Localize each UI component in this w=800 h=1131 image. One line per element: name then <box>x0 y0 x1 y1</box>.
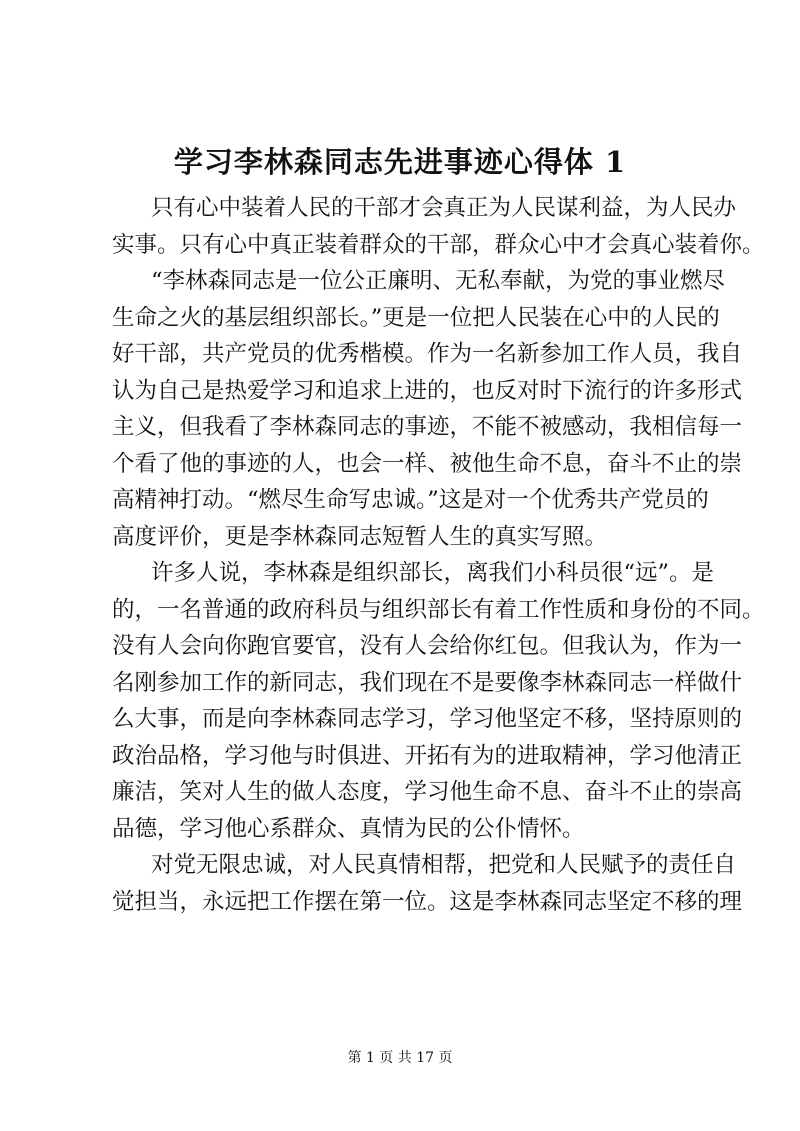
paragraph-line: 许多人说，李林森是组织部长，离我们小科员很“远”。是 <box>151 560 715 586</box>
paragraph-line: 政治品格，学习他与时俱进、开拓有为的进取精神，学习他清正 <box>112 742 743 769</box>
paragraph-line: 没有人会向你跑官要官，没有人会给你红包。但我认为，作为一 <box>112 633 743 659</box>
paragraph-line: 高精神打动。“燃尽生命写忠诚。”这是对一个优秀共产党员的 <box>112 487 709 513</box>
paragraph-line: 么大事，而是向李林森同志学习，学习他坚定不移，坚持原则的 <box>112 706 743 732</box>
paragraph-line: 的，一名普通的政府科员与组织部长有着工作性质和身份的不同。 <box>112 596 765 623</box>
paragraph-line: 觉担当，永远把工作摆在第一位。这是李林森同志坚定不移的理 <box>112 888 743 915</box>
paragraph-line: 实事。只有心中真正装着群众的干部，群众心中才会真心装着你。 <box>112 231 765 258</box>
paragraph-line: 对党无限忠诚，对人民真情相帮，把党和人民赋予的责任自 <box>151 852 737 878</box>
paragraph-line: 好干部，共产党员的优秀楷模。作为一名新参加工作人员，我自 <box>112 341 743 367</box>
page-number-footer: 第 1 页 共 17 页 <box>347 1050 453 1066</box>
paragraph-line: 廉洁，笑对人生的做人态度，学习他生命不息、奋斗不止的崇高 <box>112 779 743 805</box>
document-title: 学习李林森同志先进事迹心得体 1 <box>173 145 627 179</box>
paragraph-line: 主义，但我看了李林森同志的事迹，不能不被感动，我相信每一 <box>112 414 743 440</box>
paragraph-line: “李林森同志是一位公正廉明、无私奉献，为党的事业燃尽 <box>151 268 726 294</box>
paragraph-line: 生命之火的基层组织部长。”更是一位把人民装在心中的人民的 <box>112 304 720 331</box>
paragraph-line: 高度评价，更是李林森同志短暂人生的真实写照。 <box>112 523 608 550</box>
paragraph-line: 只有心中装着人民的干部才会真正为人民谋利益，为人民办 <box>151 195 737 221</box>
paragraph-line: 品德，学习他心系群众、真情为民的公仆情怀。 <box>112 815 585 842</box>
document-body <box>112 190 765 920</box>
paragraph-line: 认为自己是热爱学习和追求上进的，也反对时下流行的许多形式 <box>112 377 743 404</box>
paragraph-line: 个看了他的事迹的人，也会一样、被他生命不息，奋斗不止的崇 <box>112 450 743 477</box>
paragraph-line: 名刚参加工作的新同志，我们现在不是要像李林森同志一样做什 <box>112 669 743 696</box>
